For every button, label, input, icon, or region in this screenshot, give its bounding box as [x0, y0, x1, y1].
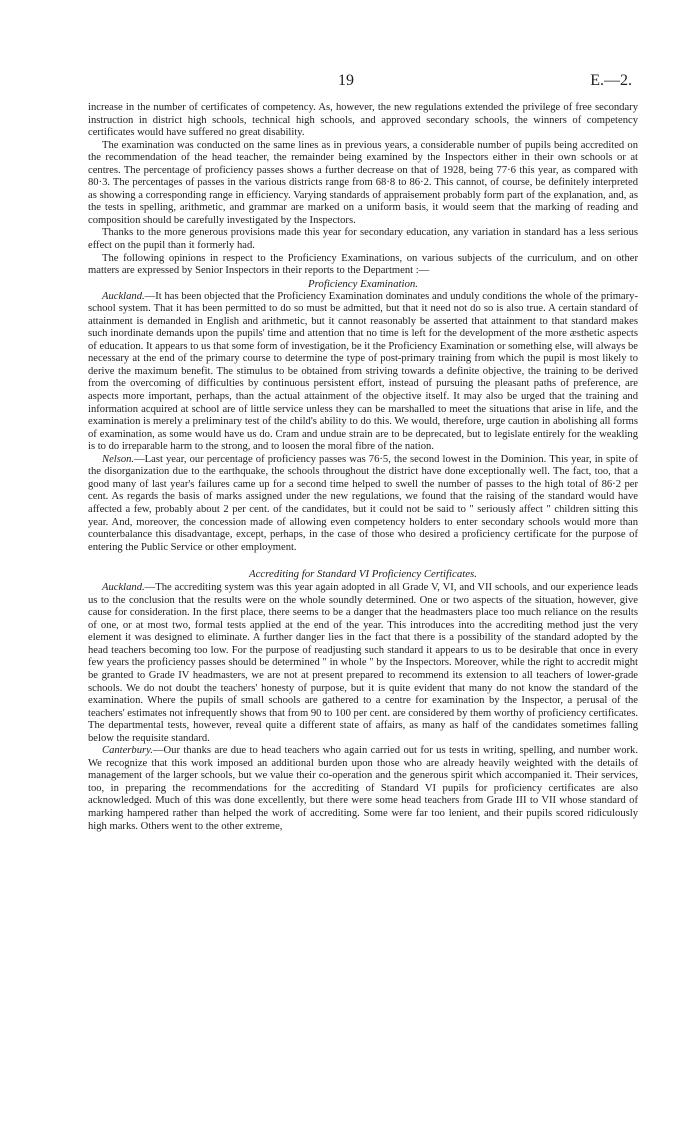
- paragraph-text: —Our thanks are due to head teachers who again carried out for us tests in writing, spelling, and number work. We recognize that this work imposed an additional burden upon those who are already heavily weighted with the details of management of the larger schools, but we value their co-operation and the generous spirit which accompanied it. Their services, too, in preparing the recommendations for the accrediting of Standard VI pupils for proficiency certificates are also acknowledged. Much of this was done excellently, but there were some head teachers from Grade III to VII whose standard of marking hampered rather than helped the work of accrediting. Some were far too lenient, and their pupils scored ridiculously high marks. Others went to the other extreme,: [88, 745, 638, 832]
- paragraph-text: —It has been objected that the Proficiency Examination dominates and unduly conditions the whole of the primary-school system. That it has been permitted to do so must be admitted, but that it need not do so is also true. A certain standard of attainment is demanded in English and arithmetic, but it cannot reasonably be asserted that attainment to that standard makes such inordinate demands upon the pupils' time and attention that no time is left for the development of the more æsthetic aspects of education. It appears to us that some form of investigation, be it the Proficiency Examination or something else, will always be necessary at the end of the primary course to determine the type of post-primary training from which the pupil is most likely to derive the maximum benefit. The stimulus to be obtained from striving towards a definite objective, the training to be derived from the overcoming of difficulties by continuous persistent effort, instead of pursuing the pleasant paths of preference, are aspects more important, perhaps, than the actual attainment of the objective itself. It may also be urged that the training and information acquired at school are of little service unless they can be marshalled to meet the situations that arise in life, and the examination is merely a preliminary test of the child's ability to do this. We would, therefore, urge caution in abolishing all forms of examination, as some would have us do. Cram and undue strain are to be deprecated, but to legislate entirely for the weakling is to do irreparable harm to the strong, and to loosen the moral fibre of the nation.: [88, 290, 638, 453]
- paragraph-secondary: [88, 227, 638, 252]
- paragraph-text: The examination was conducted on the same lines as in previous years, a considerable number of pupils being accredited on the recommendation of the head teacher, the remainder being examined by the Inspectors either in their own schools or at centres. The percentage of proficiency passes shows a further decrease on that of 1928, being 77·6 this year, as compared with 80·3. The percentages of passes in the various districts range from 68·8 to 86·2. This cannot, of course, be definitely interpreted as showing a corresponding range in efficiency. Varying standards of appraisement probably form part of the explanation, and, as the tests in spelling, arithmetic, and grammar are marked on a uniform basis, it would seem that the marking of reading and composition should be carefully investigated by the Inspectors.: [88, 139, 638, 226]
- region-name: Nelson.: [102, 453, 135, 465]
- paragraph-text: —The accrediting system was this year again adopted in all Grade V, VI, and VII schools, and our experience leads us to the conclusion that the results were on the whole soundly determined. One or two aspects of the situation, however, give cause for consideration. In the first place, there seems to be a danger that the headmasters place too much reliance on the results of one, or at most two, formal tests applied at the end of the year. This introduces into the accrediting method just the very element it was designed to eliminate. A further danger lies in the fact that there is a possibility of the standard adopted by the head teachers becoming too low. For the purpose of readjusting such standard it appears to us to be desirable that once in every few years the proficiency passes should be determined " in whole " by the Inspectors. Moreover, while the right to accredit might be granted to Grade IV headmasters, we are not at present prepared to recommend its extension to all teachers of lower-grade schools. We do not doubt the teachers' honesty of purpose, but it is quite evident that many do not know the standard of the examination. Where the pupils of small schools are gathered to a centre for examination by the Inspector, a perusal of the teachers' estimates not infrequently shows that from 90 to 100 per cent. are considered by them worthy of proficiency certificates. The departmental tests, however, reveal quite a different state of affairs, as many as half of the candidates sometimes falling below the requisite standard.: [88, 582, 638, 744]
- section-heading-accrediting: Accrediting for Standard VI Proficiency Certificates.: [249, 568, 477, 581]
- paragraph-auckland-proficiency: [88, 291, 638, 454]
- region-name: Auckland.: [102, 290, 145, 302]
- paragraph-text: —Last year, our percentage of proficiency passes was 76·5, the second lowest in the Dominion. This year, in spite of the disorganization due to the earthquake, the schools throughout the district have done exceptionally well. The fact, too, that a good many of last year's failures came up for a second time helped to swell the number of passes to the high total of 86·2 per cent. As regards the basis of marks assigned under the new regulations, we found that the raising of the standard would have affected a few, probably about 2 per cent. of the candidates, but it could not be said to " seriously affect " children sitting this year. And, moreover, the concession made of allowing even competency holders to enter secondary schools would more than counterbalance this disadvantage, except, perhaps, in the case of those who desired a proficiency certificate for the purpose of entering the Public Service or other employment.: [88, 453, 638, 553]
- paragraph-text: Thanks to the more generous provisions made this year for secondary education, any variation in standard has a less serious effect on the pupil than it formerly had.: [88, 227, 638, 252]
- paragraph-intro: [88, 102, 638, 140]
- paragraph-canterbury-accrediting: [88, 745, 638, 833]
- paragraph-examination: [88, 140, 638, 228]
- paragraph-text: increase in the number of certificates of competency. As, however, the new regulations extended the privilege of free secondary instruction in district high schools, technical high schools, and approved secondary schools, the winners of competency certificates would have suffered no great disability.: [88, 102, 638, 139]
- paragraph-auckland-accrediting: [88, 582, 638, 745]
- paragraph-opinions: [88, 253, 638, 278]
- paragraph-text: The following opinions in respect to the Proficiency Examinations, on various subjects of the curriculum, and on other matters are expressed by Senior Inspectors in their reports to the Department :—: [88, 252, 638, 277]
- region-name: Auckland.: [102, 582, 145, 594]
- region-name: Canterbury.: [102, 745, 153, 757]
- page-header: [88, 72, 638, 102]
- section-code: E.—2.: [590, 72, 632, 89]
- section-heading-proficiency: Proficiency Examination.: [308, 277, 418, 290]
- page-number: 19: [338, 72, 354, 89]
- paragraph-nelson-proficiency: [88, 454, 638, 554]
